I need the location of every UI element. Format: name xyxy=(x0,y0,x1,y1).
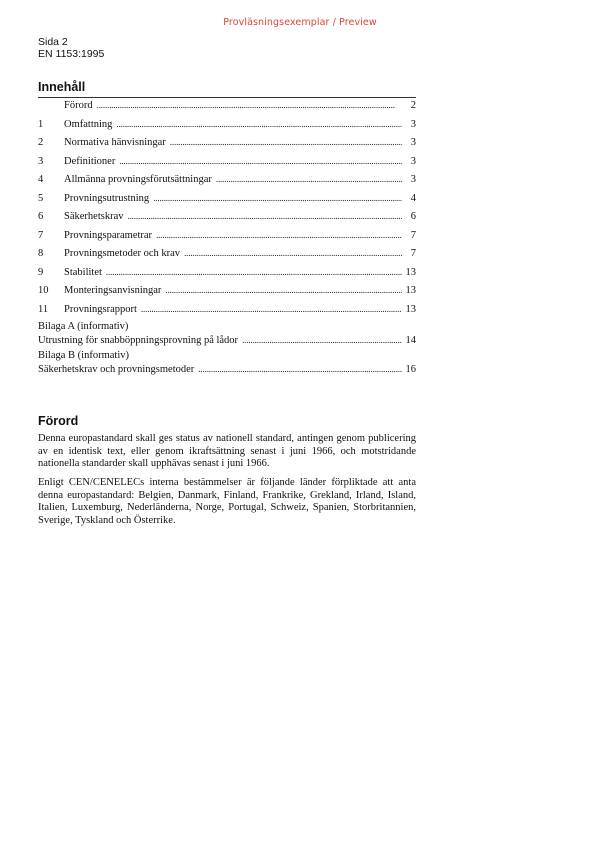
toc-entry-number: 5 xyxy=(38,192,44,204)
toc-entry-page: 3 xyxy=(410,155,416,167)
toc-annex xyxy=(38,320,416,347)
toc-entry xyxy=(38,281,416,300)
toc-leader-dots xyxy=(184,244,402,264)
toc-annex-row xyxy=(38,362,416,376)
standard-number: EN 1153:1995 xyxy=(38,48,105,60)
toc-leader-dots xyxy=(141,300,402,320)
toc-leader-dots xyxy=(127,207,402,227)
toc-entry-title: Förord xyxy=(64,100,93,111)
foreword-paragraph: Enligt CEN/CENELECs interna bestämmelser är följande länder förpliktade att anta denna europastandard: Belgien, Danmark, Finland, Frankrike, Grekland, Irland, Island, Italien, Luxemburg, Nederländerna, Norge, Portugal, Schweiz, Spanien, Storbritannien, Sverige, Tyskland och Österrike. xyxy=(38,477,416,526)
toc-entry xyxy=(38,115,416,134)
toc-entry-title: Definitioner xyxy=(64,155,116,167)
toc-entry-title: Provningsmetoder och krav xyxy=(64,248,181,259)
toc-entry-page: 2 xyxy=(410,100,416,111)
toc-entry-number: 1 xyxy=(38,118,44,130)
toc-leader-dots xyxy=(106,263,402,283)
toc-leader-dots xyxy=(97,96,402,116)
toc-entry xyxy=(38,96,416,115)
toc-entry-page: 13 xyxy=(405,285,416,296)
toc-entry-title: Monteringsanvisningar xyxy=(64,285,162,296)
toc-entry-page: 13 xyxy=(405,266,416,278)
toc-leader-dots xyxy=(165,281,401,301)
toc-entry xyxy=(38,170,416,189)
toc-leader-dots xyxy=(198,362,401,377)
toc-entry-page: 3 xyxy=(410,118,416,130)
toc-annex-label: Bilaga A (informativ) xyxy=(38,321,129,332)
toc-annex-title: Utrustning för snabböppningsprovning på lådor xyxy=(38,335,239,346)
toc-entry xyxy=(38,207,416,226)
toc-entry xyxy=(38,152,416,171)
foreword-heading: Förord xyxy=(38,414,79,428)
toc-entry-title: Provningsutrustning xyxy=(64,192,150,204)
toc-entry-page: 7 xyxy=(410,248,416,259)
toc-entry-page: 4 xyxy=(410,192,416,204)
toc-entry-page: 3 xyxy=(410,137,416,148)
table-of-contents xyxy=(38,96,416,376)
preview-watermark: Provläsningsexemplar / Preview xyxy=(223,17,377,28)
toc-entry-title: Stabilitet xyxy=(64,266,102,278)
page-header xyxy=(38,36,104,60)
foreword-paragraph: Denna europastandard skall ges status av nationell standard, antingen genom publicering av en identisk text, eller genom ikraftsättning senast i juni 1966, och motstridande nationella standarder skall upphävas senast i juni 1966. xyxy=(38,433,416,469)
toc-leader-dots xyxy=(170,133,402,153)
toc-entry-title: Omfattning xyxy=(64,118,113,130)
toc-annex-row xyxy=(38,333,416,347)
toc-leader-dots xyxy=(242,333,401,348)
toc-annex xyxy=(38,349,416,376)
toc-leader-dots xyxy=(116,115,402,135)
toc-entry-number: 3 xyxy=(38,155,44,167)
toc-leader-dots xyxy=(153,189,402,209)
toc-entry-page: 6 xyxy=(410,211,416,222)
toc-entry-number: 7 xyxy=(38,229,44,241)
toc-entry-page: 13 xyxy=(405,303,416,315)
toc-leader-dots xyxy=(119,152,402,172)
toc-annex-page: 16 xyxy=(405,364,416,375)
toc-heading: Innehåll xyxy=(38,80,86,94)
toc-entry-number: 8 xyxy=(38,248,44,259)
toc-entry-number: 4 xyxy=(38,174,44,185)
toc-entry-number: 2 xyxy=(38,137,44,148)
toc-entry xyxy=(38,244,416,263)
toc-entry-title: Säkerhetskrav xyxy=(64,211,124,222)
toc-entry xyxy=(38,226,416,245)
toc-entry-title: Provningsparametrar xyxy=(64,229,153,241)
toc-entry-title: Provningsrapport xyxy=(64,303,137,315)
toc-entry xyxy=(38,189,416,208)
toc-leader-dots xyxy=(156,226,402,246)
toc-entry-title: Allmänna provningsförutsättningar xyxy=(64,174,212,185)
toc-annex-label: Bilaga B (informativ) xyxy=(38,350,129,361)
page-number: Sida 2 xyxy=(38,36,68,48)
toc-entry-number: 9 xyxy=(38,266,44,278)
toc-entry-page: 7 xyxy=(410,229,416,241)
toc-entry xyxy=(38,133,416,152)
toc-annex-title: Säkerhetskrav och provningsmetoder xyxy=(38,364,195,375)
toc-entry-page: 3 xyxy=(410,174,416,185)
toc-entry xyxy=(38,300,416,319)
toc-entry-number: 10 xyxy=(38,285,49,296)
toc-entry-number: 6 xyxy=(38,211,44,222)
toc-entry xyxy=(38,263,416,282)
toc-entry-number: 11 xyxy=(38,303,49,315)
toc-annex-page: 14 xyxy=(405,335,416,346)
toc-leader-dots xyxy=(216,170,402,190)
toc-entry-title: Normativa hänvisningar xyxy=(64,137,166,148)
